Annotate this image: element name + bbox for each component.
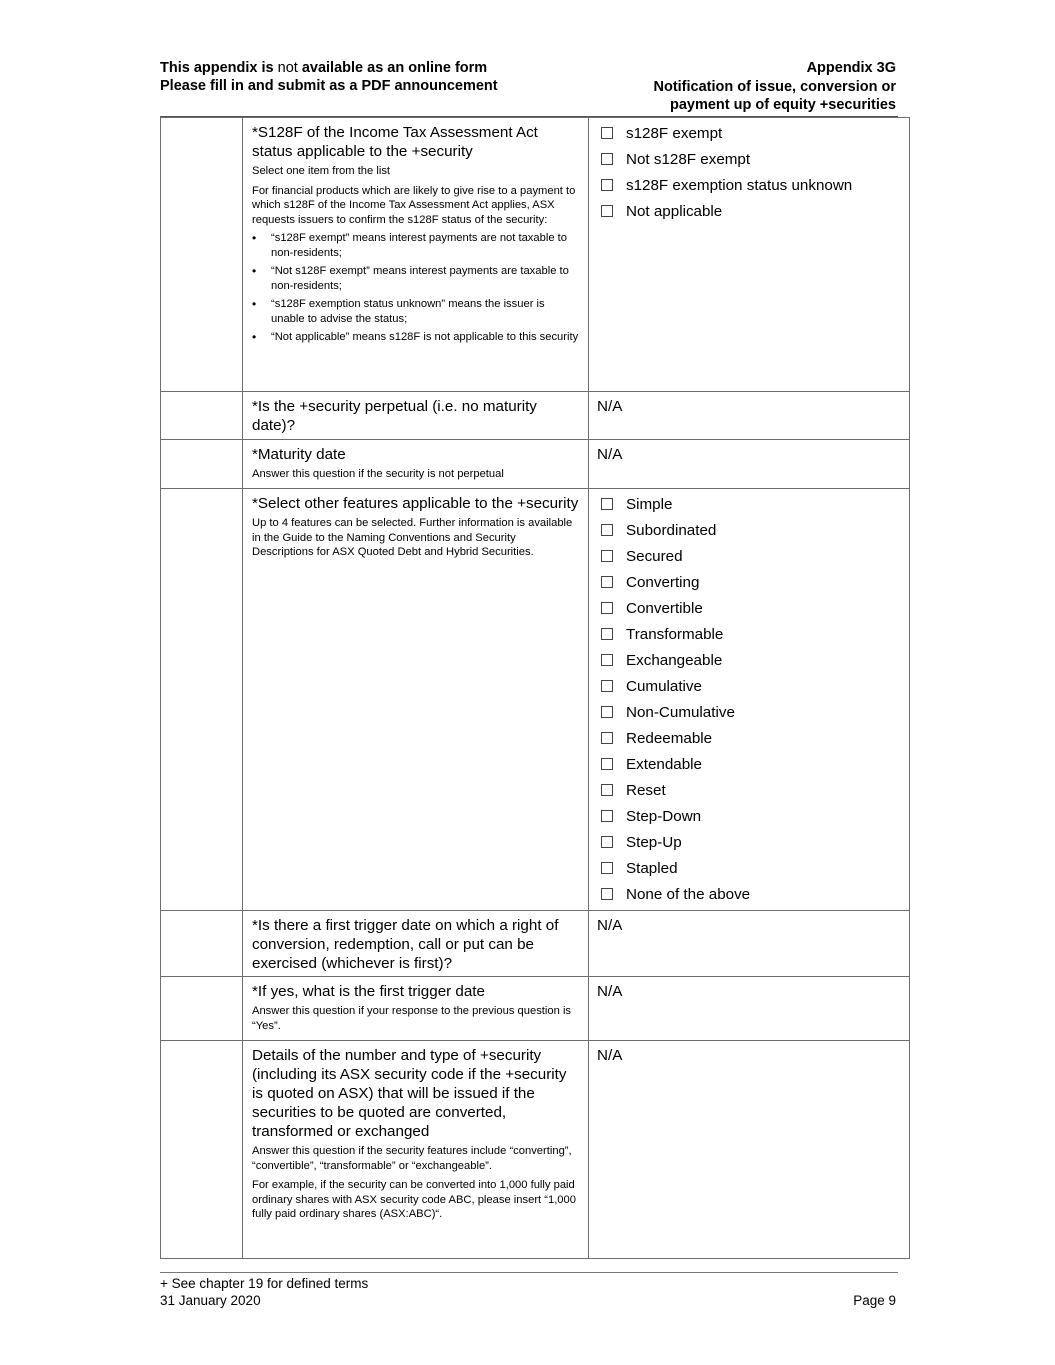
hint-text: Select one item from the list: [252, 165, 391, 177]
checkbox[interactable]: [601, 836, 613, 848]
option-transformable[interactable]: [597, 621, 901, 647]
row-number-cell: [161, 489, 243, 911]
answer-cell: [589, 489, 910, 911]
hint-text: Answer this question if the security features include “converting”, “convertible”, “transformable” or “exchangeable”.: [252, 1145, 572, 1172]
header-title-block: [653, 59, 896, 115]
question-text: *If yes, what is the first trigger date: [252, 983, 485, 1000]
s128f-options: [597, 120, 901, 224]
table-row-trigger: [161, 911, 910, 977]
checkbox[interactable]: [601, 628, 613, 640]
checkbox[interactable]: [601, 153, 613, 165]
row-number-cell: [161, 977, 243, 1041]
checkbox[interactable]: [601, 602, 613, 614]
table-row-perpetual: [161, 392, 910, 440]
option-label: None of the above: [626, 885, 751, 903]
option-none-of-the-above[interactable]: [597, 881, 901, 907]
answer-cell[interactable]: [589, 1041, 910, 1259]
page-footer: [160, 1276, 896, 1309]
option-label: Cumulative: [626, 677, 702, 695]
option-label: Transformable: [626, 625, 724, 643]
option-subordinated[interactable]: [597, 517, 901, 543]
checkbox[interactable]: [601, 524, 613, 536]
option-label: Non-Cumulative: [626, 703, 735, 721]
table-row-maturity: [161, 440, 910, 489]
option-label: Extendable: [626, 755, 702, 773]
option-label: s128F exemption status unknown: [626, 176, 853, 194]
hint-text: Answer this question if your response to the previous question is “Yes”.: [252, 1005, 572, 1032]
list-item: • “s128F exemption status unknown” means the issuer is unable to advise the status;: [252, 297, 580, 326]
checkbox[interactable]: [601, 205, 613, 217]
definition-list: [252, 231, 580, 345]
option-label: Convertible: [626, 599, 703, 617]
option-redeemable[interactable]: [597, 725, 901, 751]
option-label: Secured: [626, 547, 683, 565]
option-not-applicable[interactable]: [597, 198, 901, 224]
checkbox[interactable]: [601, 862, 613, 874]
checkbox[interactable]: [601, 179, 613, 191]
checkbox[interactable]: [601, 576, 613, 588]
row-number-cell: [161, 440, 243, 489]
table-row-trigger-date: [161, 977, 910, 1041]
option-label: Step-Up: [626, 833, 682, 851]
page-number: Page 9: [853, 1292, 896, 1308]
appendix-subtitle-2: payment up of equity +securities: [669, 97, 896, 113]
hint-text: Up to 4 features can be selected. Further information is available in the Guide to the Naming Conventions and Security Descriptions for ASX Quoted Debt and Hybrid Securities.: [252, 517, 573, 558]
checkbox[interactable]: [601, 784, 613, 796]
table-row-s128f: [161, 118, 910, 392]
hint-text: For financial products which are likely to give rise to a payment to which s128F of the Income Tax Assessment Act applies, ASX requests issuers to confirm the s128F status of the security:: [252, 184, 576, 226]
checkbox[interactable]: [601, 680, 613, 692]
option-label: Step-Down: [626, 807, 702, 825]
footer-note: + See chapter 19 for defined terms: [160, 1276, 369, 1291]
list-item: • “Not s128F exempt” means interest payments are taxable to non-residents;: [252, 264, 580, 293]
option-label: Simple: [626, 495, 673, 513]
checkbox[interactable]: [601, 550, 613, 562]
option-status-unknown[interactable]: [597, 172, 901, 198]
option-converting[interactable]: [597, 569, 901, 595]
checkbox[interactable]: [601, 706, 613, 718]
checkbox[interactable]: [601, 498, 613, 510]
option-label: Redeemable: [626, 729, 713, 747]
footer-date: 31 January 2020: [160, 1292, 261, 1308]
option-step-up[interactable]: [597, 829, 901, 855]
hint-text: Answer this question if the security is not perpetual: [252, 468, 504, 480]
checkbox[interactable]: [601, 654, 613, 666]
answer-value[interactable]: N/A: [597, 917, 623, 934]
option-label: Not s128F exempt: [626, 150, 751, 168]
form-table: [160, 117, 910, 1259]
option-not-s128f-exempt[interactable]: [597, 146, 901, 172]
appendix-subtitle-1: Notification of issue, conversion or: [653, 78, 896, 95]
question-cell: [243, 977, 589, 1041]
table-row-details: [161, 1041, 910, 1259]
option-cumulative[interactable]: [597, 673, 901, 699]
row-number-cell: [161, 911, 243, 977]
option-exchangeable[interactable]: [597, 647, 901, 673]
question-text: Details of the number and type of +security (including its ASX security code if the +security is quoted on ASX) that will be issued if the securities to be quoted are converted, transformed or exchanged: [252, 1047, 567, 1140]
option-label: Stapled: [626, 859, 678, 877]
option-reset[interactable]: [597, 777, 901, 803]
option-extendable[interactable]: [597, 751, 901, 777]
option-label: s128F exempt: [626, 124, 723, 142]
answer-value[interactable]: N/A: [597, 983, 623, 1000]
answer-cell[interactable]: [589, 440, 910, 489]
question-cell: [243, 440, 589, 489]
option-non-cumulative[interactable]: [597, 699, 901, 725]
checkbox[interactable]: [601, 888, 613, 900]
option-secured[interactable]: [597, 543, 901, 569]
list-item: • “s128F exempt” means interest payments are not taxable to non-residents;: [252, 231, 580, 260]
option-label: Subordinated: [626, 521, 717, 539]
header-line1-post: available as an online form: [297, 60, 488, 76]
header-instructions: [160, 59, 498, 95]
question-text: *Maturity date: [252, 446, 346, 463]
option-stapled[interactable]: [597, 855, 901, 881]
option-label: Not applicable: [626, 202, 723, 220]
question-cell: [243, 392, 589, 440]
row-number-cell: [161, 118, 243, 392]
footer-divider: [160, 1272, 898, 1273]
option-step-down[interactable]: [597, 803, 901, 829]
question-text: *Is the +security perpetual (i.e. no maturity date)?: [252, 398, 537, 434]
header-line1-pre: This appendix is: [160, 60, 278, 76]
appendix-title: Appendix 3G: [806, 60, 896, 76]
row-number-cell: [161, 392, 243, 440]
answer-value[interactable]: N/A: [597, 1047, 623, 1064]
question-text: *S128F of the Income Tax Assessment Act status applicable to the +security: [252, 124, 538, 160]
checkbox[interactable]: [601, 732, 613, 744]
answer-value[interactable]: N/A: [597, 398, 623, 415]
option-label: Converting: [626, 573, 700, 591]
hint-text: For example, if the security can be converted into 1,000 fully paid ordinary shares with ASX security code ABC, please insert “1,000 fully paid ordinary shares (ASX:ABC)“.: [252, 1179, 576, 1220]
answer-value[interactable]: N/A: [597, 446, 623, 463]
checkbox[interactable]: [601, 127, 613, 139]
feature-options: [597, 491, 901, 907]
option-label: Reset: [626, 781, 666, 799]
answer-cell: [589, 118, 910, 392]
option-convertible[interactable]: [597, 595, 901, 621]
question-cell: [243, 911, 589, 977]
checkbox[interactable]: [601, 810, 613, 822]
option-s128f-exempt[interactable]: [597, 120, 901, 146]
option-label: Exchangeable: [626, 651, 723, 669]
answer-cell[interactable]: [589, 911, 910, 977]
question-cell: [243, 1041, 589, 1259]
list-item: • “Not applicable” means s128F is not applicable to this security: [252, 330, 580, 345]
header-line1-not: not: [277, 60, 298, 76]
question-cell: [243, 118, 589, 392]
option-simple[interactable]: [597, 491, 901, 517]
table-row-features: [161, 489, 910, 911]
header-line2: Please fill in and submit as a PDF announcement: [160, 78, 498, 94]
question-cell: [243, 489, 589, 911]
row-number-cell: [161, 1041, 243, 1259]
checkbox[interactable]: [601, 758, 613, 770]
question-text: *Is there a first trigger date on which a right of conversion, redemption, call or put can be exercised (whichever is first)?: [252, 917, 559, 972]
answer-cell[interactable]: [589, 392, 910, 440]
question-text: *Select other features applicable to the +security: [252, 495, 579, 512]
answer-cell[interactable]: [589, 977, 910, 1041]
